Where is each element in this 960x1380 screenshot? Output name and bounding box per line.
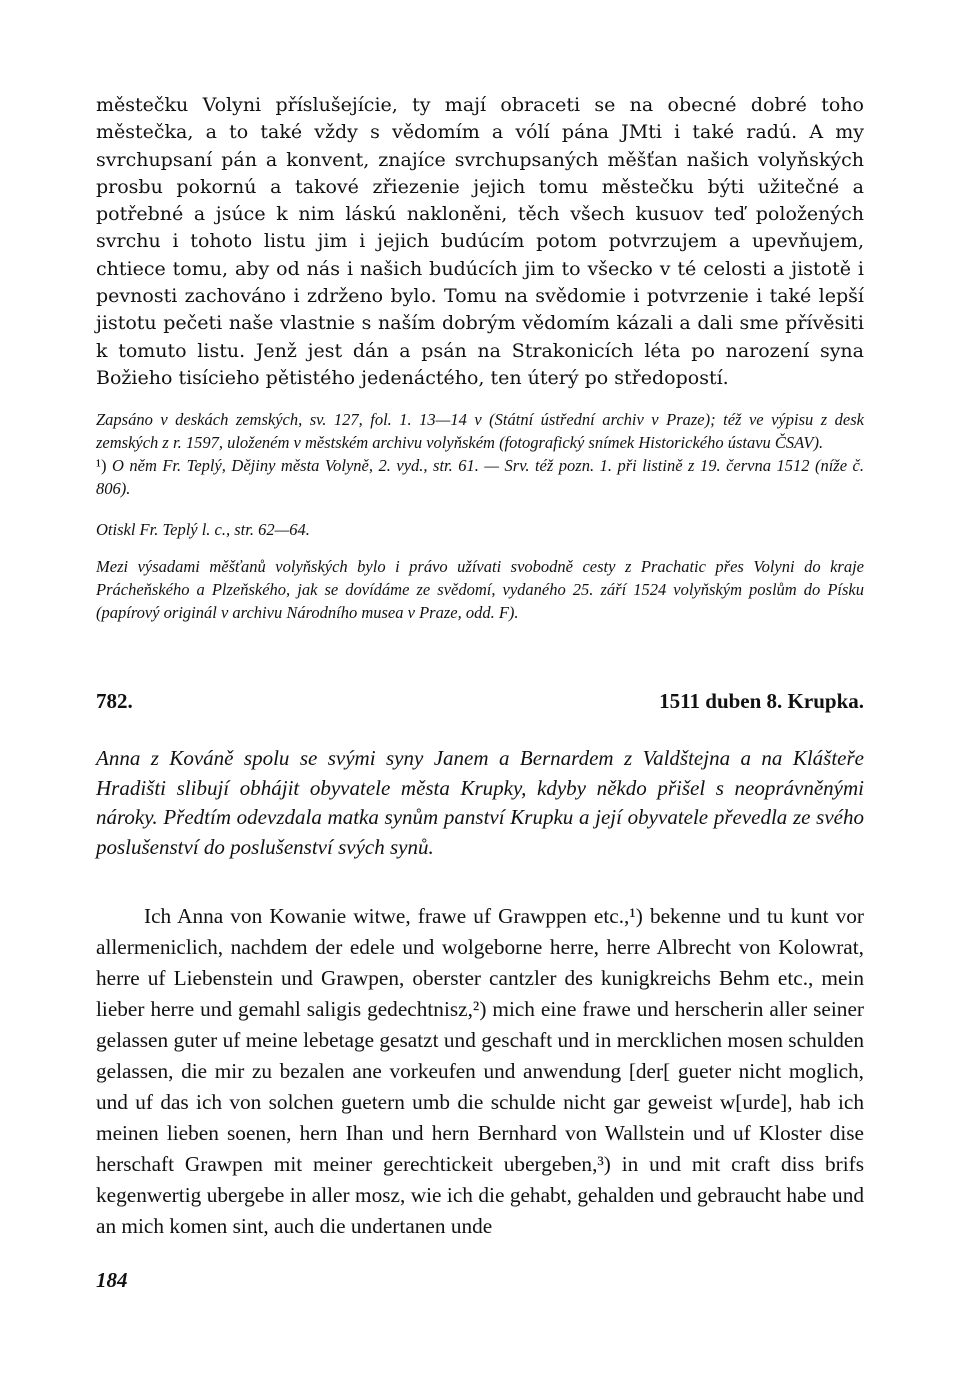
document-date-place: 1511 duben 8. Krupka. bbox=[659, 689, 864, 714]
footnote-text: O něm Fr. Teplý, Dějiny města Volyně, 2. vyd., str. 61. — Srv. též pozn. 1. při listině z 19. června 1512 (níže č. 806). bbox=[96, 456, 864, 499]
page-body bbox=[96, 92, 864, 1264]
footnote-marker: ¹) bbox=[96, 456, 107, 476]
main-paragraph: městečku Volyni příslušejície, ty mají obraceti se na obecné dobré toho městečka, a to také vždy s vědomím a vólí pána JMti i také radú. A my svrchupsaní pán a konvent, znajíce svrchupsaných měšťan našich volyňských prosbu pokornú a takové zřiezenie jejich tomu městečku býti užitečné a potřebné a jsúce k nim láskú nakloněni, těch všech kusuov teď položených svrchu i tohoto listu jim i jejich budúcím potom potvrzujem a upevňujem, chtiece tomu, aby od nás i našich budúcích jim to všecko v té celosti a jistotě i pevnosti zachováno i zdrženo bylo. Tomu na svědomie i potvrzenie i také lepší jistotu pečeti naše vlastnie s naším dobrým vědomím kázali a dali sme přívěsiti k tomuto listu. Jenž jest dán a psán na Strakonicích léta po narození syna Božieho tisícieho pětistého jedenáctého, ten úterý po středopostí. bbox=[96, 94, 864, 389]
note-zapsano: Zapsáno v deskách zemských, sv. 127, fol. 1. 13—14 v (Státní ústřední archiv v Praze); též ve výpisu z desk zemských z r. 1597, uloženém v městském archivu volyňském (fotografický snímek Historického ústavu ČSAV). bbox=[96, 410, 864, 453]
footnote-1 bbox=[96, 454, 864, 500]
note-otiskl: Otiskl Fr. Teplý l. c., str. 62—64. bbox=[96, 520, 310, 540]
regest: Anna z Kováně spolu se svými syny Janem a Bernardem z Valdštejna a na Klášteře Hradišti slibují obhájit obyvatele města Krupky, kdyby někdo přišel s neoprávněnými nároky. Předtím odevzdala matka synům panství Krupku a její obyvatele převedla ze svého poslušenství do poslušenství svých synů. bbox=[96, 746, 864, 859]
document-header bbox=[96, 688, 864, 714]
editorial-notes bbox=[96, 408, 864, 624]
document-number: 782. bbox=[96, 689, 133, 714]
german-text: Ich Anna von Kowanie witwe, frawe uf Grawppen etc.,¹) bekenne und tu kunt vor allermeniclich, nachdem der edele und wolgeborne herre, herre Albrecht von Kolowrat, herre uf Liebenstein und Grawpen, oberster cantzler des kunigkreichs Behm etc., mein lieber herre und gemahl saligis gedechtnisz,²) mich eine frawe und herscherin aller seiner gelassen guter uf meine lebetage gesatzt und geschaft und in mercklichen mosen schulden gelassen, die mir zu bezalen ane vorkeufen und anwendung [der[ gueter nicht moglich, und uf das ich von solchen guetern umb die schulde nicht gar geweist w[urde], hab ich meinen lieben soenen, hern Ihan und hern Bernhard von Wallstein und uf Kloster dise herschaft Grawpen mit meiner gerechtickeit ubergeben,³) in und mit craft diss brifs kegenwertig ubergebe in aller mosz, wie ich die gehabt, gehalden und gebraucht habe und an mich komen sint, auch die undertanen unde bbox=[96, 904, 864, 1239]
page-number: 184 bbox=[96, 1268, 128, 1292]
note-mezi: Mezi výsadami měšťanů volyňských bylo i právo užívati svobodně cesty z Prachatic přes Volyni do kraje Prácheňského a Plzeňského, jak se dovídáme ze svědomí, vydaného 25. září 1524 volyňským poslům do Písku (papírový originál v archivu Národního musea v Praze, odd. F). bbox=[96, 557, 864, 623]
